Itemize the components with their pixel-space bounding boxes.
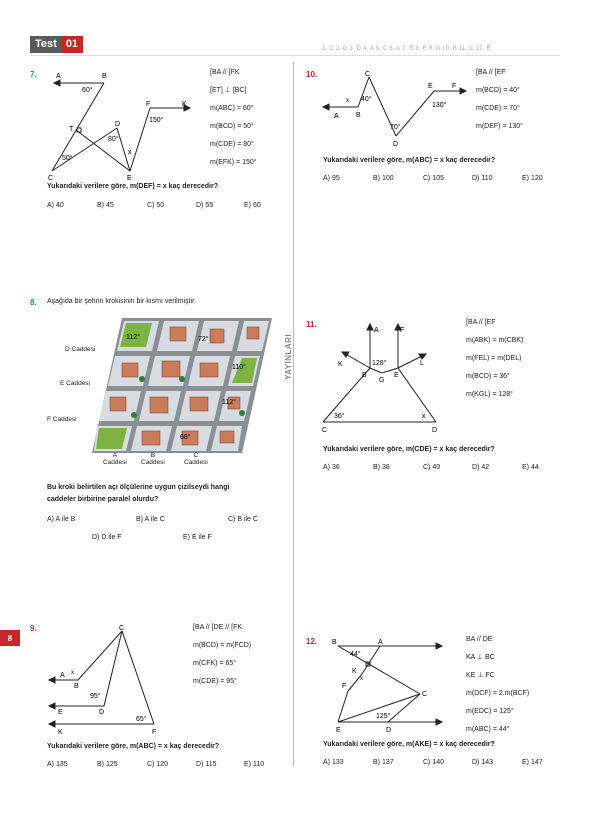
q12-label-a: A (378, 639, 383, 646)
q8-question-2: caddeler birbirine paralel olurdu? (47, 496, 159, 503)
q10-label-c: C (365, 71, 371, 78)
q9-given: m(CFK) = 65° (193, 660, 237, 667)
street-f: F Caddesi (47, 416, 77, 423)
q10-number: 10. (306, 70, 318, 79)
q10-givens (476, 64, 523, 136)
q12-option-e[interactable]: E) 147 (522, 759, 543, 766)
q7-option-b[interactable]: B) 45 (97, 202, 114, 209)
q11-label-c: C (322, 427, 328, 434)
test-badge (30, 36, 83, 53)
q7-question: Yukarıdaki verilere göre, m(DEF) = x kaç derecedir? (47, 183, 218, 190)
q8-option-b[interactable]: B) A ile C (136, 516, 165, 523)
q7-given: [ET] ⊥ [BC] (210, 87, 247, 94)
q11-label-l: L (420, 360, 424, 367)
q12-option-b[interactable]: B) 137 (373, 759, 394, 766)
q12-given: m(ABC) = 44° (466, 726, 510, 733)
q11-option-b[interactable]: B) 38 (373, 464, 390, 471)
q8-number: 8. (30, 298, 37, 307)
city-map (82, 313, 272, 453)
column-divider (293, 62, 294, 767)
q11-label-f: F (400, 327, 405, 334)
q11-label-a: A (374, 327, 379, 334)
q10-option-d[interactable]: D) 110 (472, 175, 493, 182)
q12-angle-44: 44° (350, 651, 361, 658)
q9-number: 9. (30, 624, 37, 633)
q12-given: m(DCF) = 2.m(BCF) (466, 690, 530, 697)
q9-given: m(CDE) = 95° (193, 678, 237, 685)
q8-option-d[interactable]: D) D ile F (92, 534, 122, 541)
q7-label-d: D (115, 121, 121, 128)
q9-question: Yukarıdaki verilere göre, m(ABC) = x kaç derecedir? (47, 743, 220, 750)
q7-given: m(BCD) = 50° (210, 123, 254, 130)
q7-label-x: x (128, 149, 132, 156)
q8-option-e[interactable]: E) E ile F (183, 534, 212, 541)
q12-number: 12. (306, 637, 318, 646)
q7-label-a: A (56, 73, 61, 80)
q11-figure (318, 318, 448, 438)
q7-givens (210, 64, 257, 172)
q9-option-b[interactable]: B) 125 (97, 761, 118, 768)
q12-label-c: C (422, 691, 428, 698)
q11-label-d: D (432, 427, 438, 434)
q7-given: m(CDE) = 80° (210, 141, 254, 148)
q11-given: [BA // [EF (466, 319, 496, 326)
page-number: 8 (0, 630, 20, 646)
q7-figure (44, 68, 194, 183)
test-number: 01 (61, 36, 83, 53)
q7-angle-60: 60° (82, 87, 93, 94)
q9-label-c: C (119, 625, 125, 632)
q10-question: Yukarıdaki verilere göre, m(ABC) = x kaç derecedir? (323, 157, 496, 164)
q12-label-x: x (360, 676, 363, 682)
q7-label-f: F (146, 101, 151, 108)
q7-label-t: T (69, 126, 74, 133)
q9-angle-65: 65° (136, 716, 147, 723)
street-d: D Caddesi (65, 346, 96, 353)
q9-label-b: B (74, 683, 79, 690)
q11-number: 11. (306, 320, 317, 329)
q7-label-e: E (127, 175, 132, 182)
q7-option-d[interactable]: D) 55 (196, 202, 214, 209)
q10-option-b[interactable]: B) 100 (373, 175, 394, 182)
q9-label-f: F (152, 729, 157, 736)
q11-label-b: B (362, 372, 367, 379)
q11-given: m(FEL) = m(DEL) (466, 355, 522, 362)
q8-intro: Aşağıda bir şehrin krokisinin bir kısmı verilmiştir. (47, 298, 196, 305)
q10-figure (318, 66, 468, 151)
q11-label-k: K (338, 361, 343, 368)
q10-given: [BA // [EF (476, 69, 506, 76)
q7-given: m(ABC) = 60° (210, 105, 254, 112)
q7-given: m(EFK) = 150° (210, 159, 257, 166)
q10-given: m(DEF) = 130° (476, 123, 523, 130)
q7-label-c: C (48, 175, 54, 182)
q10-given: m(BCD) = 40° (476, 87, 520, 94)
q12-label-f: F (342, 683, 347, 690)
q7-given: [BA // [FK (210, 69, 240, 76)
q9-label-x: x (71, 670, 74, 676)
q9-option-d[interactable]: D) 115 (196, 761, 217, 768)
q12-given: BA // DE (466, 636, 493, 643)
q11-label-e: E (394, 372, 399, 379)
q11-option-a[interactable]: A) 36 (323, 464, 340, 471)
q8-angle: 112° (126, 334, 140, 341)
q12-label-k: K (352, 668, 357, 675)
q10-given: m(CDE) = 70° (476, 105, 520, 112)
q8-option-c[interactable]: C) B ile C (228, 516, 258, 523)
q9-figure (44, 624, 184, 744)
q10-angle-130: 130° (432, 102, 447, 109)
q12-label-e: E (336, 727, 341, 734)
header-divider (30, 55, 560, 56)
q7-label-k: K (182, 101, 187, 108)
q9-given: [BA // [DE // [FK (193, 624, 243, 631)
q12-figure (318, 634, 468, 739)
q9-givens (193, 619, 251, 691)
q11-question: Yukarıdaki verilere göre, m(CDE) = x kaç derecedir? (323, 446, 495, 453)
q7-angle-150: 150° (149, 117, 164, 124)
q8-angle: 72° (198, 336, 209, 343)
q12-given: m(EDC) = 125° (466, 708, 514, 715)
q7-angle-50: 50° (62, 155, 73, 162)
q11-label-g: G (379, 377, 385, 384)
q12-option-d[interactable]: D) 143 (472, 759, 494, 766)
q10-option-c[interactable]: C) 105 (423, 175, 445, 182)
q11-label-x: x (422, 413, 426, 420)
q9-label-a: A (60, 672, 65, 679)
q10-label-b: B (356, 112, 361, 119)
q10-option-e[interactable]: E) 120 (522, 175, 543, 182)
q12-givens (466, 631, 529, 739)
q11-given: m(BCD) = 36° (466, 373, 510, 380)
test-label: Test (30, 36, 61, 53)
q12-option-a[interactable]: A) 133 (323, 759, 344, 766)
q11-given: m(KGL) = 128° (466, 391, 513, 398)
q10-label-e: E (428, 83, 433, 90)
street-e: E Caddesi (60, 380, 90, 387)
publisher-watermark: YAYINLARI (284, 333, 293, 380)
q7-label-b: B (102, 73, 107, 80)
q10-angle-70: 70° (390, 124, 401, 131)
q12-given: KE ⊥ FC (466, 672, 495, 679)
q11-option-e[interactable]: E) 44 (522, 464, 539, 471)
q10-label-f: F (452, 83, 457, 90)
q11-givens (466, 314, 523, 404)
q7-option-e[interactable]: E) 60 (244, 202, 261, 209)
q9-option-c[interactable]: C) 120 (147, 761, 169, 768)
q8-angle: 110° (232, 364, 246, 371)
street-a: A Caddesi (103, 452, 127, 466)
q11-option-d[interactable]: D) 42 (472, 464, 490, 471)
q7-option-c[interactable]: C) 50 (147, 202, 165, 209)
q8-angle: 68° (180, 434, 191, 441)
q12-question: Yukarıdaki verilere göre, m(AKE) = x kaç derecedir? (323, 741, 495, 748)
q12-given: KA ⊥ BC (466, 654, 495, 661)
q11-angle-36: 36° (334, 413, 345, 420)
q9-angle-95: 95° (90, 693, 101, 700)
q12-option-c[interactable]: C) 140 (423, 759, 445, 766)
q9-label-d: D (99, 709, 105, 716)
q7-angle-80: 80° (108, 136, 119, 143)
q10-label-d: D (393, 141, 399, 148)
q9-label-k: K (58, 729, 63, 736)
q12-label-d: D (386, 727, 392, 734)
q12-label-b: B (332, 639, 337, 646)
q9-option-a[interactable]: A) 135 (47, 761, 68, 768)
q11-option-c[interactable]: C) 40 (423, 464, 441, 471)
q10-label-a: A (334, 113, 339, 120)
street-c: C Caddesi (184, 452, 208, 466)
q8-question-1: Bu kroki belirtilen açı ölçülerine uygun çizilseydi hangi (47, 484, 230, 491)
street-b: B Caddesi (141, 452, 165, 466)
q8-option-a[interactable]: A) A ile B (47, 516, 76, 523)
q11-given: m(ABK) = m(CBK) (466, 337, 524, 344)
q7-number: 7. (30, 70, 37, 79)
q9-given: m(BCD) = m(FCD) (193, 642, 252, 649)
q7-option-a[interactable]: A) 40 (47, 202, 64, 209)
q10-option-a[interactable]: A) 95 (323, 175, 340, 182)
q9-label-e: E (58, 709, 63, 716)
q12-angle-125: 125° (376, 713, 391, 720)
q11-angle-128: 128° (372, 360, 387, 367)
q9-option-e[interactable]: E) 110 (244, 761, 265, 768)
q10-angle-40: 40° (361, 96, 372, 103)
q10-label-x: x (346, 98, 349, 104)
q8-angle: 112° (222, 399, 236, 406)
answer-key: 1. C 2. D 3. D 4. A 5. C 6. A 7. E 8. E 9. B 10. B 11. C 12. E (322, 46, 491, 52)
